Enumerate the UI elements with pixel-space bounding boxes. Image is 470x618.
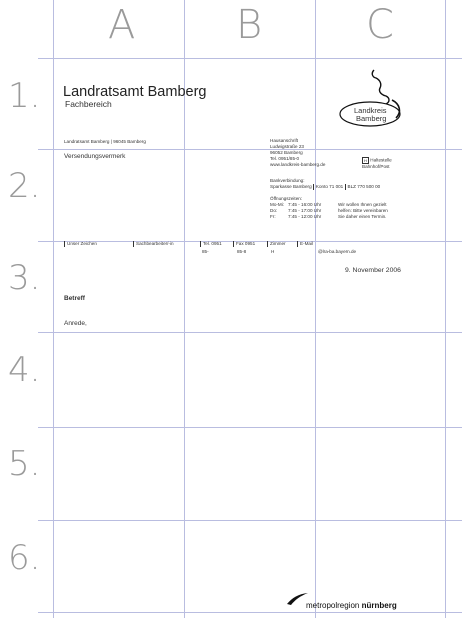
bank-details	[270, 178, 380, 190]
bus-stop-line: Bahnhof/Post	[362, 164, 390, 169]
footer-brand-regular: metropolregion	[306, 601, 362, 610]
department: Fachbereich	[65, 99, 112, 109]
logo-text-line1: Landkreis	[354, 106, 387, 115]
hours-row: Mo-Mi: 7:45 - 16:00 Uhr Wir wollen Ihnen gezielt	[270, 202, 387, 207]
column-heading-a: A	[108, 2, 136, 48]
grid-line-horizontal	[38, 520, 462, 521]
row-heading-2: 2.	[8, 166, 41, 206]
reference-value-room: H	[271, 249, 275, 254]
shipping-note: Versendungsvermerk	[64, 153, 126, 160]
address-line: Hausanschrift	[270, 138, 299, 143]
row-heading-4: 4.	[8, 350, 41, 390]
column-heading-b: B	[236, 2, 263, 48]
row-heading-6: 6.	[8, 538, 41, 578]
bus-stop-info	[362, 157, 392, 170]
salutation: Anrede,	[64, 320, 87, 327]
hours-row: Fr: 7:45 - 12:00 Uhr Sie daher einen Termin.	[270, 214, 387, 219]
grid-line-horizontal	[38, 58, 462, 59]
hours-row: Do: 7:45 - 17:00 Uhr helfen: Bitte vereinbaren	[270, 208, 388, 213]
footer-brand-bold: nürnberg	[361, 601, 397, 610]
landkreis-logo	[336, 66, 410, 130]
grid-line-vertical	[53, 0, 54, 618]
column-heading-c: C	[366, 2, 394, 48]
reference-value-email: @lra-ba.bayern.de	[318, 249, 357, 254]
address-line: Ludwigstraße 23	[270, 144, 304, 149]
row-heading-3: 3.	[8, 258, 41, 298]
row-heading-5: 5.	[8, 444, 41, 484]
bus-stop-line: Haltestelle	[370, 157, 392, 163]
reference-value-tel: 85-	[202, 249, 209, 254]
metropolregion-logo	[286, 592, 426, 614]
return-address: Landratsamt Bamberg | 96045 Bamberg	[64, 139, 146, 144]
contact-address	[270, 138, 325, 168]
letter-date: 9. November 2006	[345, 267, 401, 274]
reference-value-fax: 85-8	[237, 249, 247, 254]
grid-line-vertical	[315, 0, 316, 618]
bus-stop-icon: H	[362, 157, 369, 164]
reference-label-clerk: Sachbearbeiter/-in	[133, 241, 174, 247]
reference-label-email: E-Mail	[297, 241, 313, 247]
reference-label-tel: Tel. 0951	[200, 241, 222, 247]
bank-title: Bankverbindung:	[270, 178, 305, 183]
reference-label-our-ref: Unser Zeichen	[64, 241, 97, 247]
reference-label-room: Zimmer	[267, 241, 286, 247]
grid-line-horizontal	[38, 149, 462, 150]
address-line: 96052 Bamberg	[270, 150, 303, 155]
opening-hours	[270, 196, 388, 220]
bank-account: Konto 71 001	[315, 184, 344, 190]
grid-line-horizontal	[38, 332, 462, 333]
logo-text-line2: Bamberg	[356, 114, 387, 123]
bank-name: Sparkasse Bamberg	[270, 184, 312, 190]
grid-line-vertical	[445, 0, 446, 618]
subject-label: Betreff	[64, 295, 85, 302]
address-line: www.landkreis-bamberg.de	[270, 162, 326, 167]
bank-blz: BLZ 770 500 00	[347, 184, 381, 190]
row-heading-1: 1.	[8, 76, 41, 116]
hours-title: Öffnungszeiten:	[270, 196, 303, 201]
address-line: Tel. 0951/85-0	[270, 156, 300, 161]
grid-line-horizontal	[38, 427, 462, 428]
org-name: Landratsamt Bamberg	[63, 84, 207, 100]
reference-label-fax: Fax 0951	[233, 241, 255, 247]
